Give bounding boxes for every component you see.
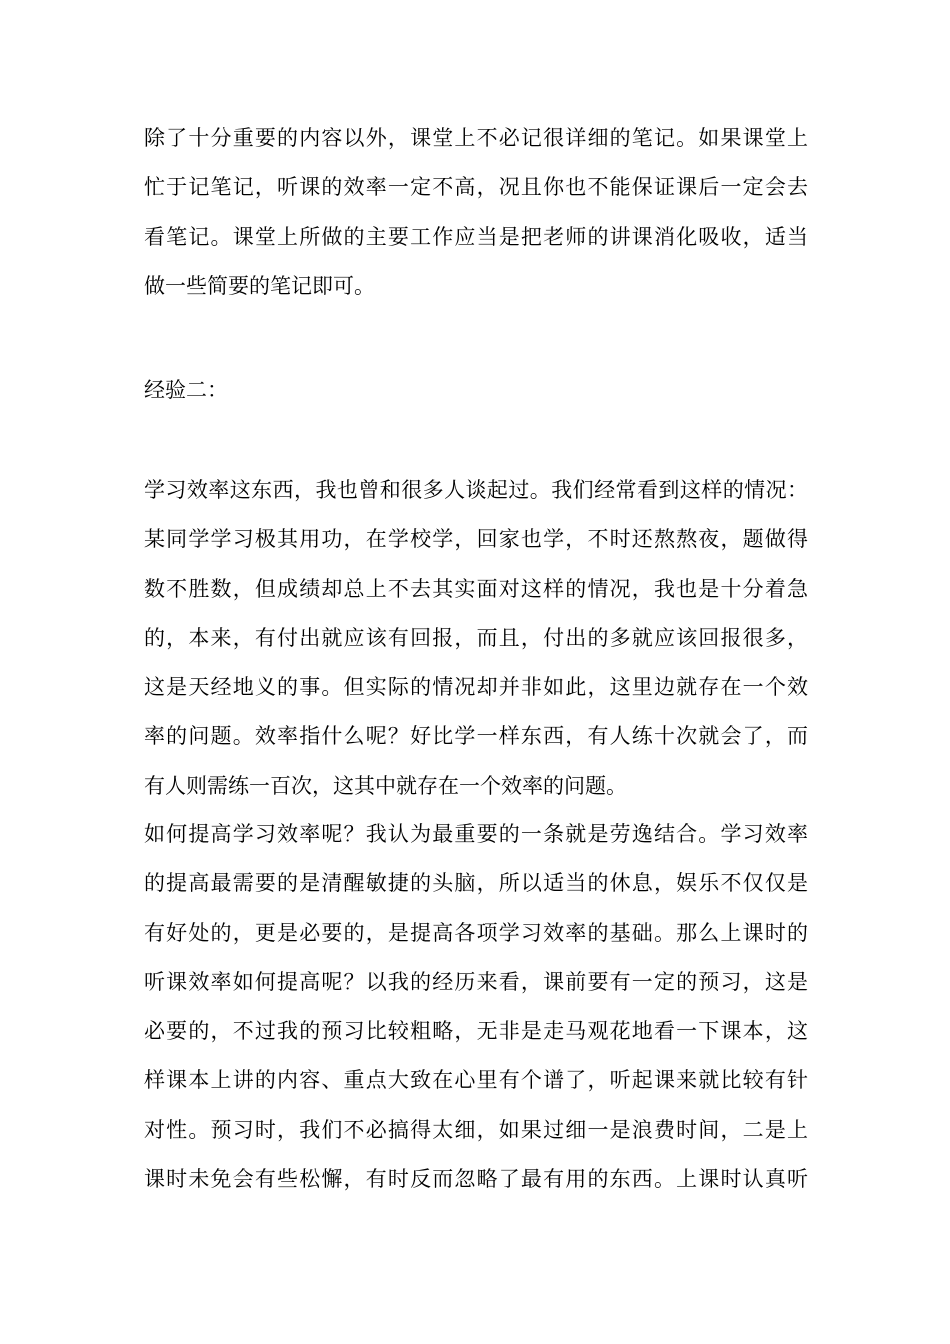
paragraph-line: 忙于记笔记，听课的效率一定不高，况且你也不能保证课后一定会去 <box>144 175 808 200</box>
paragraph-line: 的，本来，有付出就应该有回报，而且，付出的多就应该回报很多， <box>144 625 808 650</box>
section-heading-text: 经验二： <box>144 378 228 402</box>
paragraph-2 <box>144 466 808 811</box>
paragraph-line: 的提高最需要的是清醒敏捷的头脑，所以适当的休息，娱乐不仅仅是 <box>144 871 808 896</box>
paragraph-line: 课时未免会有些松懈，有时反而忽略了最有用的东西。上课时认真听 <box>144 1167 808 1192</box>
paragraph-line: 除了十分重要的内容以外，课堂上不必记很详细的笔记。如果课堂上 <box>144 126 808 150</box>
paragraph-3 <box>144 810 808 1204</box>
paragraph-line: 听课效率如何提高呢？以我的经历来看，课前要有一定的预习，这是 <box>144 969 808 994</box>
paragraph-line: 必要的，不过我的预习比较粗略，无非是走马观花地看一下课本，这 <box>144 1019 808 1044</box>
paragraph-line: 某同学学习极其用功，在学校学，回家也学，不时还熬熬夜，题做得 <box>144 527 808 552</box>
paragraph-line: 学习效率这东西，我也曾和很多人谈起过。我们经常看到这样的情况： <box>144 478 808 502</box>
paragraph-line: 如何提高学习效率呢？我认为最重要的一条就是劳逸结合。学习效率 <box>144 822 808 846</box>
section-heading <box>144 366 808 415</box>
paragraph-line: 数不胜数，但成绩却总上不去其实面对这样的情况，我也是十分着急 <box>144 576 808 601</box>
paragraph-line: 有好处的，更是必要的，是提高各项学习效率的基础。那么上课时的 <box>144 920 808 945</box>
paragraph-line: 做一些简要的笔记即可。 <box>144 273 375 298</box>
paragraph-line: 对性。预习时，我们不必搞得太细，如果过细一是浪费时间，二是上 <box>144 1117 808 1142</box>
paragraph-1 <box>144 114 808 311</box>
paragraph-line: 有人则需练一百次，这其中就存在一个效率的问题。 <box>144 773 627 798</box>
paragraph-line: 看笔记。课堂上所做的主要工作应当是把老师的讲课消化吸收，适当 <box>144 224 808 249</box>
paragraph-line: 这是天经地义的事。但实际的情况却并非如此，这里边就存在一个效 <box>144 675 808 700</box>
paragraph-line: 样课本上讲的内容、重点大致在心里有个谱了，听起课来就比较有针 <box>144 1068 808 1093</box>
paragraph-line: 率的问题。效率指什么呢？好比学一样东西，有人练十次就会了，而 <box>144 724 808 749</box>
